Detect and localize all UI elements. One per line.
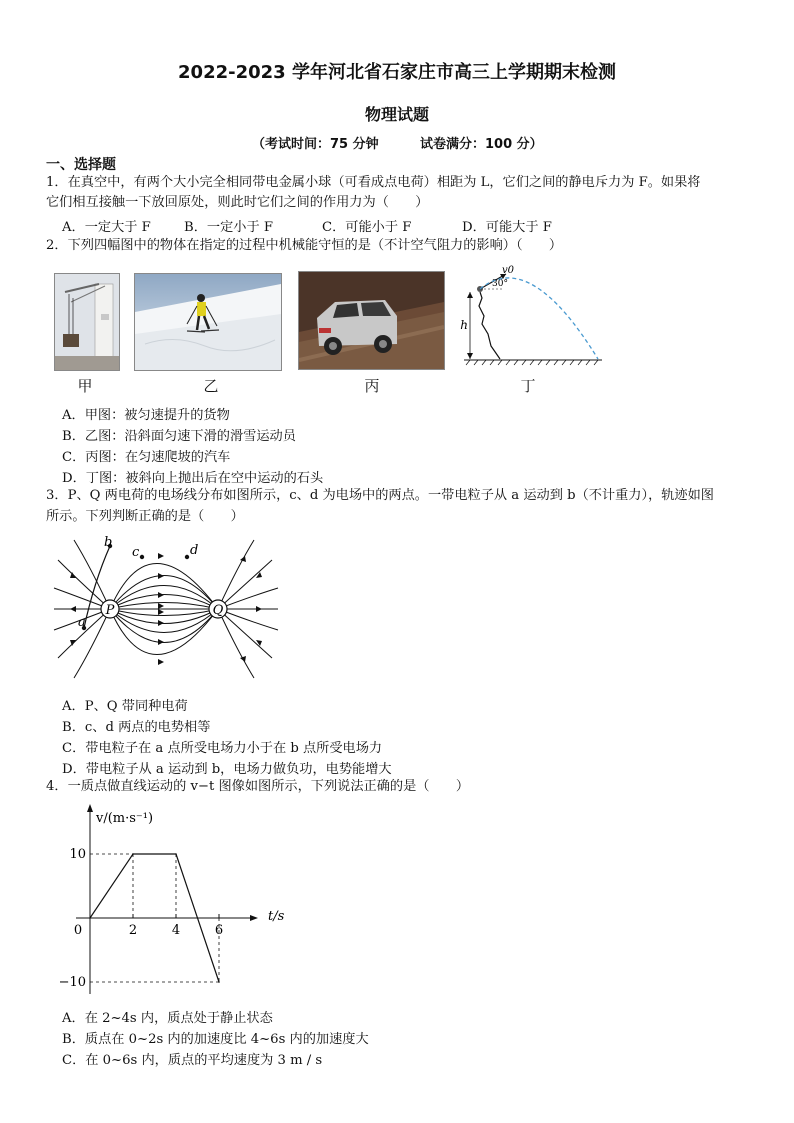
label-Q: Q [212,603,224,618]
x-axis-label: t/s [268,909,285,924]
q1-line1: 1．在真空中，有两个大小完全相同带电金属小球（可看成点电荷）相距为 L，它们之间的静电斥力为 F。如果将 [46,175,701,190]
y-tick-label-pos: 10 [69,847,86,862]
q1-option-d: D．可能大于 F [462,220,552,235]
caption-jia: 甲 [77,377,93,395]
page-subtitle: 物理试题 [364,105,429,124]
q1-line2: 它们相互接触一下放回原处，则此时它们之间的作用力为（ ） [46,195,429,210]
skier-photo [134,273,282,371]
q2-stem: 2．下列四幅图中的物体在指定的过程中机械能守恒的是（不计空气阻力的影响）（ ） [46,238,563,253]
q3-option-a: A．P、Q 带同种电荷 [62,699,188,714]
q3-line1: 3．P、Q 两电荷的电场线分布如图所示，c、d 为电场中的两点。一带电粒子从 a 运动到 b（不计重力），轨迹如图 [46,488,714,503]
car-photo [298,271,445,370]
label-a: a [78,615,86,630]
crane-photo [54,273,120,371]
vt-point-3 [218,981,220,983]
q4-option-a: A．在 2~4s 内，质点处于静止状态 [62,1011,273,1026]
y-tick-label-neg: −10 [58,975,86,990]
label-d: d [190,543,199,558]
vt-point-2 [175,853,177,855]
projectile-diagram [460,258,610,370]
vt-point-0 [89,917,91,919]
q2-option-c: C．丙图：在匀速爬坡的汽车 [62,450,231,465]
page-title: 2022-2023 学年河北省石家庄市高三上学期期末检测 [178,62,616,83]
x-tick-label-2: 2 [128,923,138,938]
label-h: h [460,318,468,332]
q2-option-b: B．乙图：沿斜面匀速下滑的滑雪运动员 [62,429,296,444]
q1-option-b: B．一定小于 F [184,220,273,235]
q2-option-a: A．甲图：被匀速提升的货物 [62,408,230,423]
q1-option-c: C．可能小于 F [322,220,412,235]
label-v0: v0 [502,265,515,276]
label-angle: 30° [492,279,508,289]
q4-stem: 4．一质点做直线运动的 v−t 图像如图所示，下列说法正确的是（ ） [46,779,470,794]
q3-line2: 所示。下列判断正确的是（ ） [46,509,244,524]
q1-option-a: A．一定大于 F [62,220,151,235]
vt-chart [56,800,296,996]
vt-segment-0 [90,854,133,918]
q3-option-b: B．c、d 两点的电势相等 [62,720,211,735]
q4-option-c: C．在 0~6s 内，质点的平均速度为 3 m / s [62,1053,323,1068]
y-axis-label: v/(m·s⁻¹) [96,811,154,826]
x-tick-label-6: 6 [214,923,224,938]
exam-time: （考试时间：75 分钟 [252,137,379,152]
q3-option-c: C．带电粒子在 a 点所受电场力小于在 b 点所受电场力 [62,741,383,756]
caption-yi: 乙 [203,377,219,395]
electric-field-diagram [50,532,282,682]
caption-bing: 丙 [364,377,380,395]
q3-option-d: D．带电粒子从 a 运动到 b，电场力做负功，电势能增大 [62,762,392,777]
label-c: c [132,545,140,560]
section-heading: 一、选择题 [46,157,116,173]
caption-ding: 丁 [520,377,536,395]
full-score: 试卷满分：100 分） [420,137,543,152]
x-tick-label-4: 4 [171,923,181,938]
q2-option-d: D．丁图：被斜向上抛出后在空中运动的石头 [62,471,324,486]
label-P: P [105,603,115,618]
q4-option-b: B．质点在 0~2s 内的加速度比 4~6s 内的加速度大 [62,1032,369,1047]
vt-point-1 [132,853,134,855]
label-b: b [104,535,113,550]
x-tick-label-0: 0 [73,923,83,938]
